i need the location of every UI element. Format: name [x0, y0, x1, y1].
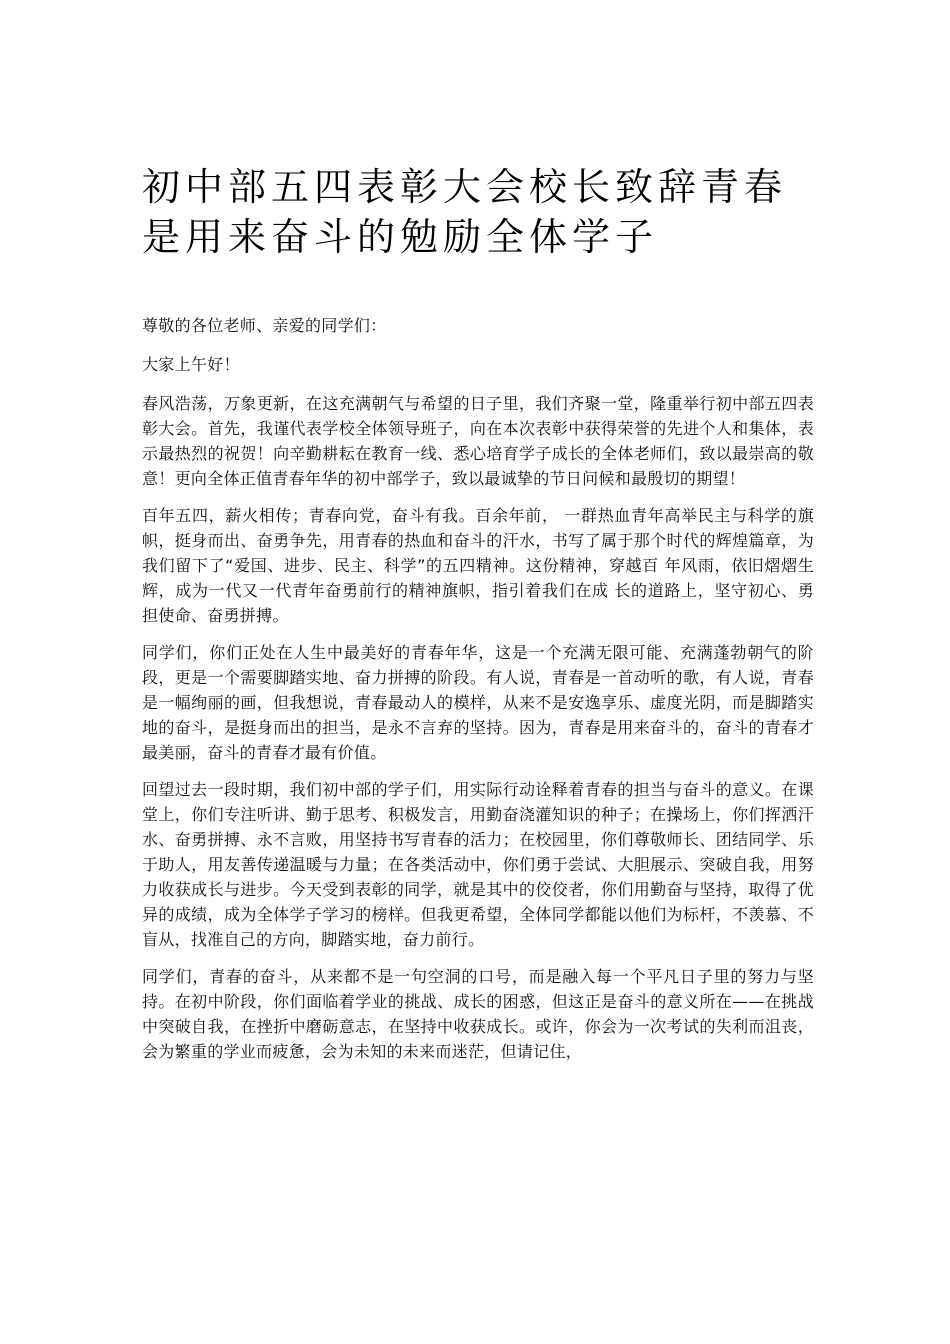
body-paragraph-2: 百年五四，薪火相传；青春向党，奋斗有我。百余年前， 一群热血青年高举民主与科学的旗帜，挺身而出、奋勇争先，用青春的热血和奋斗的汗水，书写了属于那个时代的辉煌篇章，为我们留下了“爱国、进步、民主、科学”的五四精神。这份精神，穿越百 年风雨，依旧熠熠生辉，成为一代又一代青年奋勇前行的精神旗帜，指引着我们在成 长的道路上，坚守初心、勇担使命、奋勇拼搏。	[142, 506, 814, 625]
body-paragraph-4: 回望过去一段时期，我们初中部的学子们，用实际行动诠释着青春的担当与奋斗的意义。在课堂上，你们专注听讲、勤于思考、积极发言，用勤奋浇灌知识的种子；在操场上，你们挥洒汗水、奋勇拼搏、永不言败，用坚持书写青春的活力；在校园里，你们尊敬师长、团结同学、乐于助人，用友善传递温暖与力量；在各类活动中，你们勇于尝试、大胆展示、突破自我，用努力收获成长与进步。今天受到表彰的同学，就是其中的佼佼者，你们用勤奋与坚持，取得了优异的成绩，成为全体学子学习的榜样。但我更希望，全体同学都能以他们为标杆，不羡慕、不盲从，找准自己的方向，脚踏实地，奋力前行。	[142, 780, 814, 949]
body-paragraph-1: 春风浩荡，万象更新，在这充满朝气与希望的日子里，我们齐聚一堂，隆重举行初中部五四表彰大会。首先，我谨代表学校全体领导班子，向在本次表彰中获得荣誉的先进个人和集体，表示最热烈的祝贺！向辛勤耕耘在教育一线、悉心培育学子成长的全体老师们，致以最崇高的敬意！更向全体正值青春年华的初中部学子，致以最诚挚的节日问候和最殷切的期望！	[142, 394, 814, 488]
greeting-line: 尊敬的各位老师、亲爱的同学们：	[142, 316, 387, 335]
document-title: 初中部五四表彰大会校长致辞青春是用来奋斗的勉励全体学子	[142, 165, 788, 259]
document-body	[142, 313, 814, 1076]
body-paragraph-5: 同学们，青春的奋斗，从来都不是一句空洞的口号，而是融入每一个平凡日子里的努力与坚持。在初中阶段，你们面临着学业的挑战、成长的困惑，但这正是奋斗的意义所在——在挑战中突破自我，在挫折中磨砺意志，在坚持中收获成长。或许，你会为一次考试的失利而沮丧，会为繁重的学业而疲惫，会为未知的未来而迷茫，但请记住，	[142, 967, 814, 1061]
body-paragraph-3: 同学们，你们正处在人生中最美好的青春年华，这是一个充满无限可能、充满蓬勃朝气的阶段，更是一个需要脚踏实地、奋力拼搏的阶段。有人说，青春是一首动听的歌，有人说，青春是一幅绚丽的画，但我想说，青春最动人的模样，从来不是安逸享乐、虚度光阴，而是脚踏实地的奋斗，是挺身而出的担当，是永不言弃的坚持。因为，青春是用来奋斗的，奋斗的青春才最美丽，奋斗的青春才最有价值。	[142, 643, 814, 762]
salutation-line: 大家上午好！	[142, 355, 240, 374]
